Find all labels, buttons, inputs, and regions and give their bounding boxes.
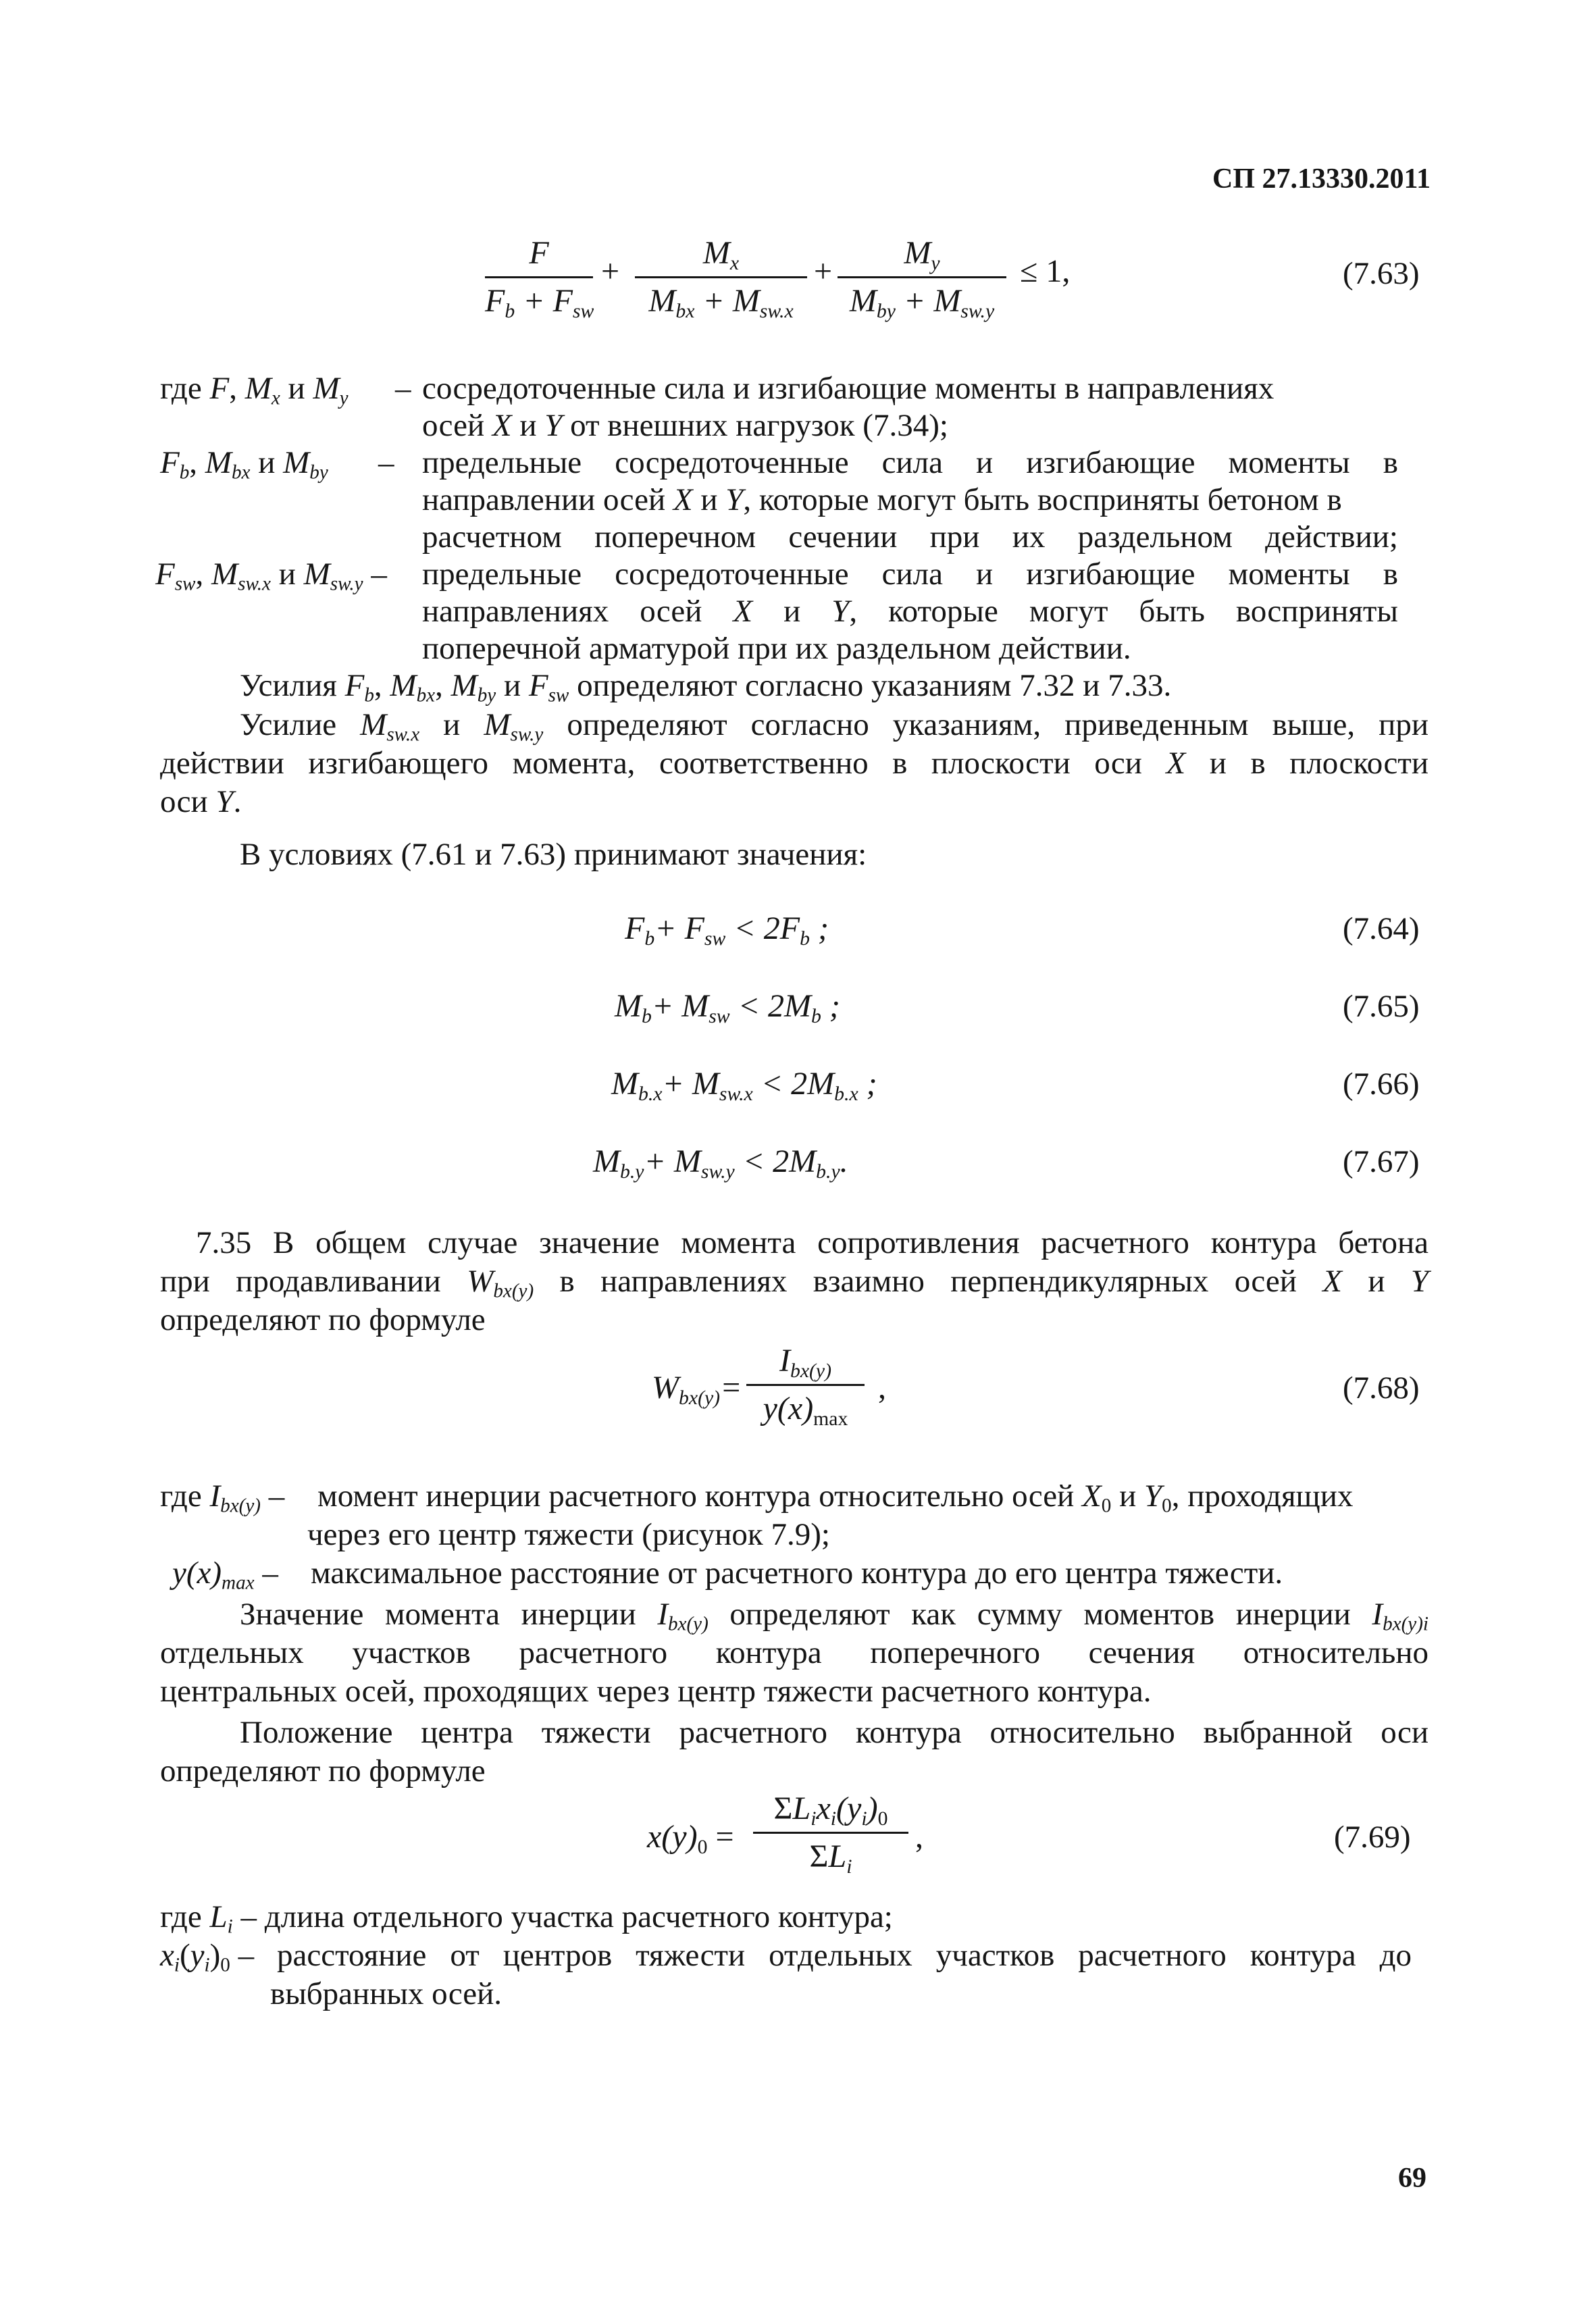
page-number: 69	[1398, 2163, 1426, 2194]
def-term: $y(x)_{max}$ –	[172, 1555, 278, 1594]
paragraph-7-35-line3: определяют по формуле	[160, 1302, 486, 1337]
def-text: выбранных осей.	[270, 1976, 503, 2011]
def-text: осей X и Y от внешних нагрузок (7.34);	[422, 408, 948, 443]
paragraph-inertia: Значение момента инерции $I_{bx(y)}$ определяют как сумму моментов инерции $I_{bx(y)i}$	[240, 1597, 1428, 1635]
def-text: через его центр тяжести (рисунок 7.9);	[307, 1517, 830, 1552]
def-term: $F_b$, $M_{bx}$ и $M_{by}$	[160, 445, 328, 484]
equation-7-67: $M_{b.y}+ M_{sw.y} < 2M_{b.y}$.	[593, 1143, 848, 1183]
paragraph-msw-line3: оси Y.	[160, 784, 242, 819]
paragraph-forces: Усилия $F_b$, $M_{bx}$, $M_{by}$ и $F_{sw}$ определяют согласно указаниям 7.32 и 7.33.	[240, 668, 1172, 706]
paragraph-inertia-line3: центральных осей, проходящих через центр тяжести расчетного контура.	[160, 1674, 1152, 1709]
paragraph-msw: Усилие $M_{sw.x}$ и $M_{sw.y}$ определяют согласно указаниям, приведенным выше, при	[240, 707, 1428, 746]
equation-number: (7.66)	[1343, 1066, 1420, 1102]
equation-number: (7.69)	[1334, 1820, 1411, 1855]
def-text: предельные сосредоточенные сила и изгибающие моменты в	[422, 557, 1398, 592]
def-text: поперечной арматурой при их раздельном действии.	[422, 631, 1131, 666]
paragraph-inertia-line2: отдельных участков расчетного контура поперечного сечения относительно	[160, 1635, 1428, 1670]
paragraph-centroid-line2: определяют по формуле	[160, 1753, 486, 1789]
def-term: где F, $M_x$ и $M_y$	[160, 371, 349, 409]
def-text: расстояние от центров тяжести отдельных участков расчетного контура до	[277, 1938, 1412, 1973]
equation-7-68-fraction: $I_{bx(y)}$ $y(x)_{max}$	[746, 1341, 865, 1429]
denominator: $F_b + F_{sw}$	[485, 283, 594, 322]
fraction-term-2: $M_x$ $M_{bx} + M_{sw.x}$	[635, 233, 807, 322]
def-text: максимальное расстояние от расчетного контура до его центра тяжести.	[311, 1555, 1283, 1591]
equation-7-66: $M_{b.x}+ M_{sw.x} < 2M_{b.x}$ ;	[611, 1066, 877, 1105]
def-term: где $L_i$ – длина отдельного участка расчетного контура;	[160, 1899, 893, 1938]
def-text: направлениях осей X и Y, которые могут быть восприняты	[422, 594, 1398, 629]
numerator: F	[529, 235, 549, 271]
paragraph-7-35-line2: при продавливании $W_{bx(y)}$ в направлениях взаимно перпендикулярных осей X и Y	[160, 1264, 1429, 1302]
def-text: предельные сосредоточенные сила и изгибающие моменты в	[422, 445, 1398, 480]
equation-number: (7.68)	[1343, 1370, 1420, 1406]
equation-number: (7.67)	[1343, 1144, 1420, 1179]
def-term: $F_{sw}$, $M_{sw.x}$ и $M_{sw.y}$ –	[155, 557, 387, 595]
paragraph-7-35: 7.35 В общем случае значение момента сопротивления расчетного контура бетона	[196, 1225, 1428, 1260]
paragraph-centroid: Положение центра тяжести расчетного контура относительно выбранной оси	[240, 1715, 1428, 1750]
page: СП 27.13330.2011 F $F_b + F_{sw}$ + $M_x$ $M_{bx} + M_{sw.x}$ + $M_y$ $M_{by} + M_{sw.y}$ ≤ 1, (7.63) где F, $M_x$ и $M_y$ – сосредоточенные сила и изгибающие моменты в направлениях осей X и Y от внешних нагрузок (7.34); $F_b$, $M_{bx}$ и $M_{by}$ – предельные сосредоточенные сила и изгибающие моменты в направлении осей X и Y, которые могут быть восприняты бетоном в расчетном поперечном сечении при их раздельном действии; $F_{sw}$, $M_{sw.x}$ и $M_{sw.y}$ – предельные сосредоточенные сила и изгибающие моменты в направлениях осей X и Y, которые могут быть восприняты поперечной арматурой при их раздельном действии. Усилия $F_b$, $M_{bx}$, $M_{by}$ и $F_{sw}$ определяют согласно указаниям 7.32 и 7.33. Усилие $M_{sw.x}$ и $M_{sw.y}$ определяют согласно указаниям, приведенным выше, при действии изгибающего момента, соответственно в плоскости оси X и в плоскости оси Y. В условиях (7.61 и 7.63) принимают значения: $F_b+ F_{sw} < 2F_b$ ; (7.64) $M_b+ M_{sw} < 2M_b$ ; (7.65) $M_{b.x}+ M_{sw.x} < 2M_{b.x}$ ; (7.66) $M_{b.y}+ M_{sw.y} < 2M_{b.y}$. (7.67) 7.35 В общем случае значение момента сопротивления расчетного контура бетона при продавливании $W_{bx(y)}$ в направлениях взаимно перпендикулярных осей X и Y определяют по формуле $W_{bx(y)}=$ $I_{bx(y)}$ $y(x)_{max}$ , (7.68) где $I_{bx(y)}$ – момент инерции расчетного контура относительно осей $X_0$ и $Y_0$, проходящих через его центр тяжести (рисунок 7.9); $y(x)_{max}$ – максимальное расстояние от расчетного контура до его центра тяжести. Значение момента инерции $I_{bx(y)}$ определяют как сумму моментов инерции $I_{bx(y)i}$ отдельных участков расчетного контура поперечного сечения относительно центральных осей, проходящих через центр тяжести расчетного контура. Положение центра тяжести расчетного контура относительно выбранной оси определяют по формуле $x(y)_0$ = $\Sigma L_ix_i(y_i)_0$ $\Sigma L_i$ , (7.69) где $L_i$ – длина отдельного участка расчетного контура; $x_i(y_i)_0$ – расстояние от центров тяжести отдельных участков расчетного контура до выбранных осей. 69	[0, 0, 1596, 2314]
def-text: расчетном поперечном сечении при их раздельном действии;	[422, 519, 1398, 555]
document-code: СП 27.13330.2011	[1212, 163, 1431, 195]
equation-7-64: $F_b+ F_{sw} < 2F_b$ ;	[625, 910, 829, 950]
equation-number: (7.65)	[1343, 989, 1420, 1024]
equation-7-69-fraction: $\Sigma L_ix_i(y_i)_0$ $\Sigma L_i$	[753, 1789, 908, 1877]
paragraph-conditions: В условиях (7.61 и 7.63) принимают значения:	[240, 837, 867, 872]
relation: ≤ 1,	[1020, 253, 1071, 289]
equation-7-69-lhs: $x(y)_0$ =	[647, 1819, 734, 1858]
equation-number: (7.64)	[1343, 911, 1420, 946]
paragraph-msw-line2: действии изгибающего момента, соответственно в плоскости оси X и в плоскости	[160, 746, 1429, 781]
equation-7-68-lhs: $W_{bx(y)}=$	[652, 1370, 742, 1409]
def-text: сосредоточенные сила и изгибающие моменты в направлениях	[422, 371, 1275, 406]
def-text: момент инерции расчетного контура относительно осей $X_0$ и $Y_0$, проходящих	[317, 1479, 1354, 1517]
def-term: где $I_{bx(y)}$ –	[160, 1479, 285, 1517]
def-text: направлении осей X и Y, которые могут быть восприняты бетоном в	[422, 482, 1342, 517]
def-term: $x_i(y_i)_0$ –	[160, 1938, 255, 1976]
equation-7-65: $M_b+ M_{sw} < 2M_b$ ;	[615, 988, 840, 1027]
fraction-term-1	[485, 233, 593, 322]
fraction-term-3: $M_y$ $M_{by} + M_{sw.y}$	[838, 233, 1006, 322]
equation-number: (7.63)	[1343, 256, 1420, 291]
